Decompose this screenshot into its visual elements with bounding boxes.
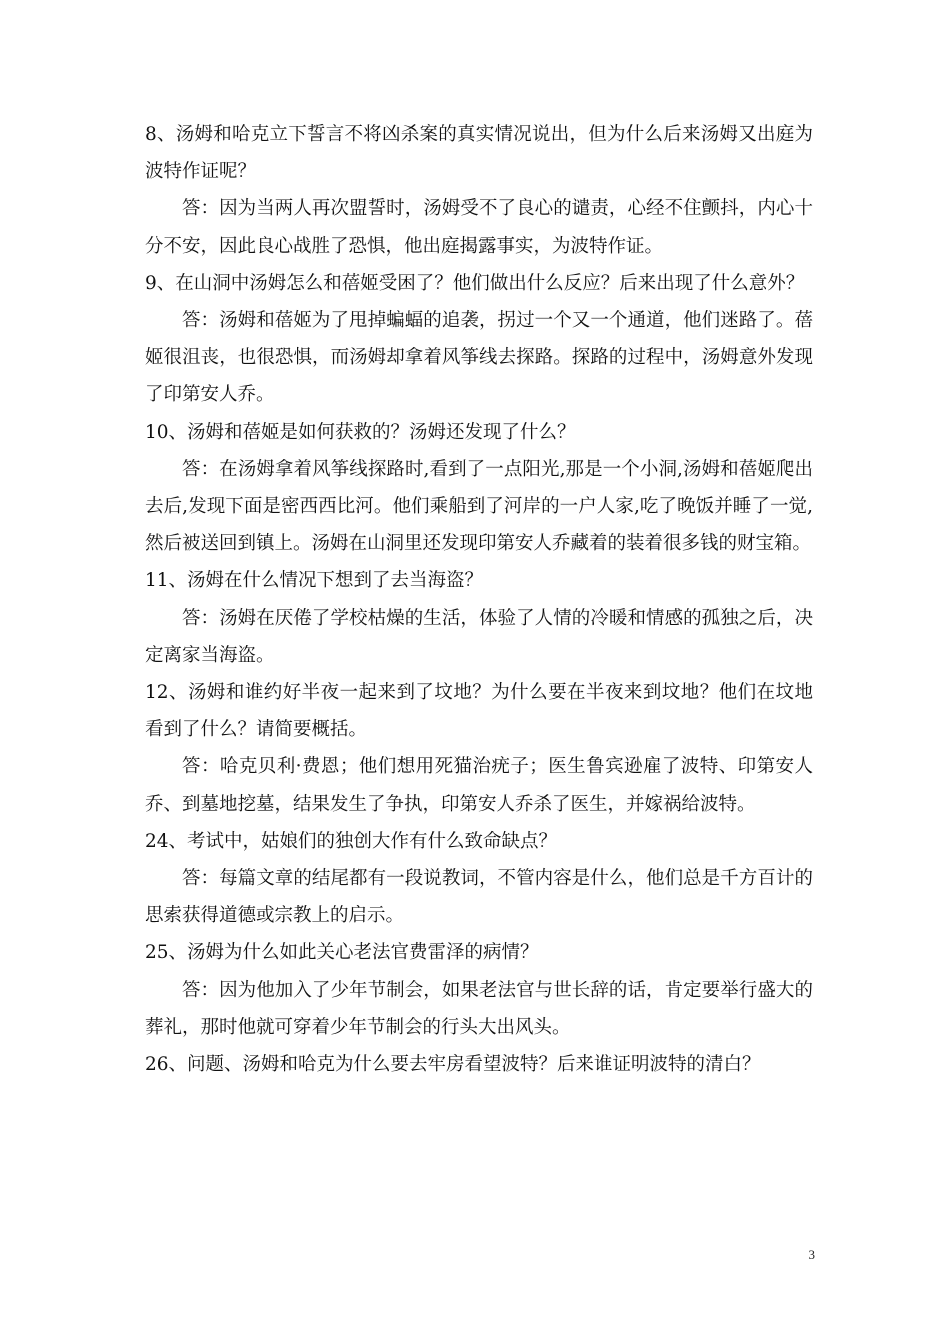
question-24: 24、考试中，姑娘们的独创大作有什么致命缺点？ [145,830,558,852]
answer-25: 答：因为他加入了少年节制会，如果老法官与世长辞的话，肯定要举行盛大的葬礼，那时他就可穿着少年节制会的行头大出风头。 [145,979,813,1038]
question-10: 10、汤姆和蓓姬是如何获救的？汤姆还发现了什么？ [145,421,576,443]
answer-8: 答：因为当两人再次盟誓时，汤姆受不了良心的谴责，心经不住颤抖，内心十分不安，因此良心战胜了恐惧，他出庭揭露事实，为波特作证。 [145,198,813,257]
question-12: 12、汤姆和谁约好半夜一起来到了坟地？为什么要在半夜来到坟地？他们在坟地看到了什么？请简要概括。 [145,682,813,741]
qa-content [145,116,813,1083]
answer-12: 答：哈克贝利·费恩；他们想用死猫治疣子；医生鲁宾逊雇了波特、印第安人乔、到墓地挖墓，结果发生了争执，印第安人乔杀了医生，并嫁祸给波特。 [145,756,813,815]
answer-9: 答：汤姆和蓓姬为了甩掉蝙蝠的追袭，拐过一个又一个通道，他们迷路了。蓓姬很沮丧，也很恐惧，而汤姆却拿着风筝线去探路。探路的过程中，汤姆意外发现了印第安人乔。 [145,310,813,406]
question-8: 8、汤姆和哈克立下誓言不将凶杀案的真实情况说出，但为什么后来汤姆又出庭为波特作证呢？ [145,124,813,183]
page-number: 3 [808,1247,815,1262]
question-26: 26、问题、汤姆和哈克为什么要去牢房看望波特？后来谁证明波特的清白？ [145,1054,761,1076]
answer-24: 答：每篇文章的结尾都有一段说教词，不管内容是什么，他们总是千方百计的思索获得道德或宗教上的启示。 [145,868,813,927]
answer-11: 答：汤姆在厌倦了学校枯燥的生活，体验了人情的冷暖和情感的孤独之后，决定离家当海盗。 [145,607,813,666]
question-25: 25、汤姆为什么如此关心老法官费雷泽的病情？ [145,942,539,964]
question-11: 11、汤姆在什么情况下想到了去当海盗？ [145,570,484,592]
question-9: 9、在山洞中汤姆怎么和蓓姬受困了？他们做出什么反应？后来出现了什么意外？ [145,272,805,294]
answer-10: 答：在汤姆拿着风筝线探路时,看到了一点阳光,那是一个小洞,汤姆和蓓姬爬出去后,发现下面是密西西比河。他们乘船到了河岸的一户人家,吃了晚饭并睡了一觉,然后被送回到镇上。汤姆在山洞里还发现印第安人乔藏着的装着很多钱的财宝箱。 [145,458,813,555]
